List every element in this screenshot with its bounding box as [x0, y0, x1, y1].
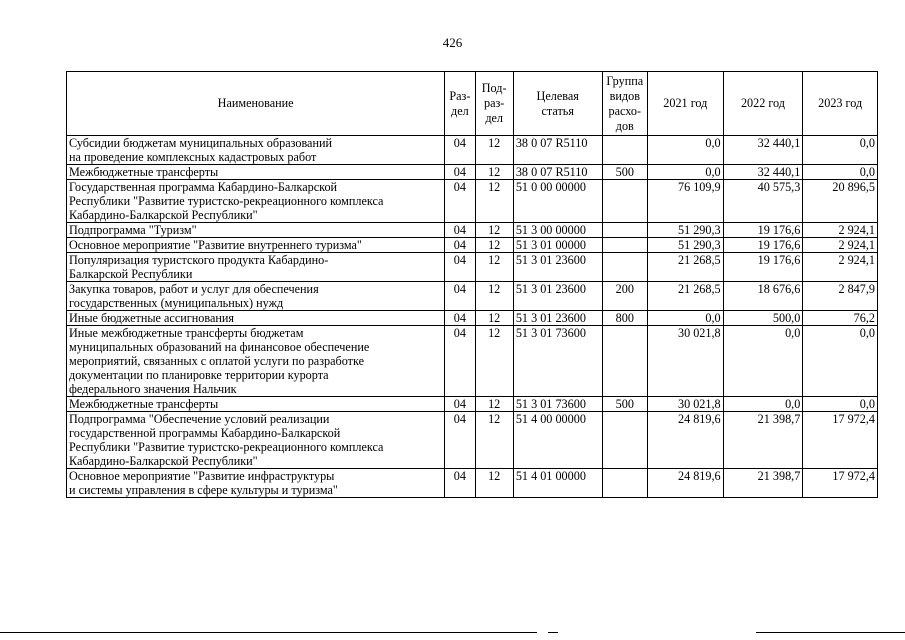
cell-name: Государственная программа Кабардино-Балкарской Республики "Развитие туристско-рекреационного комплекса Кабардино-Балкарской Республики" — [67, 180, 445, 223]
table-row — [67, 412, 878, 469]
cell-2021: 30 021,8 — [647, 397, 723, 412]
cell-2021: 30 021,8 — [647, 326, 723, 397]
cell-name: Закупка товаров, работ и услуг для обеспечения государственных (муниципальных) нужд — [67, 282, 445, 311]
header-gruppa: Группа видов расхо- дов — [602, 72, 647, 136]
table-row — [67, 469, 878, 498]
cell-celevaya: 51 3 01 73600 — [513, 397, 602, 412]
cell-gruppa — [602, 469, 647, 498]
cell-2021: 0,0 — [647, 165, 723, 180]
table-row — [67, 397, 878, 412]
cell-2023: 2 847,9 — [803, 282, 878, 311]
cell-2021: 51 290,3 — [647, 223, 723, 238]
cell-podrazdel: 12 — [475, 282, 513, 311]
cell-razdel: 04 — [445, 238, 475, 253]
cell-celevaya: 51 4 01 00000 — [513, 469, 602, 498]
cell-gruppa — [602, 136, 647, 165]
cell-2023: 2 924,1 — [803, 253, 878, 282]
cell-podrazdel: 12 — [475, 136, 513, 165]
cell-razdel: 04 — [445, 311, 475, 326]
cell-podrazdel: 12 — [475, 180, 513, 223]
table-row — [67, 282, 878, 311]
cell-celevaya: 51 0 00 00000 — [513, 180, 602, 223]
cell-razdel: 04 — [445, 326, 475, 397]
cell-2023: 2 924,1 — [803, 238, 878, 253]
cell-podrazdel: 12 — [475, 223, 513, 238]
cell-gruppa: 500 — [602, 397, 647, 412]
cell-celevaya: 51 3 01 23600 — [513, 311, 602, 326]
cell-celevaya: 38 0 07 R5110 — [513, 165, 602, 180]
cell-2023: 0,0 — [803, 326, 878, 397]
cell-2023: 0,0 — [803, 136, 878, 165]
cell-2022: 0,0 — [723, 326, 803, 397]
table-row — [67, 136, 878, 165]
cell-name: Подпрограмма "Обеспечение условий реализации государственной программы Кабардино-Балкарской Республики "Развитие туристско-рекреационного комплекса Кабардино-Балкарской Республики" — [67, 412, 445, 469]
cell-celevaya: 51 3 01 23600 — [513, 282, 602, 311]
table-header-row — [67, 72, 878, 136]
cell-name: Иные бюджетные ассигнования — [67, 311, 445, 326]
cell-gruppa: 800 — [602, 311, 647, 326]
cell-podrazdel: 12 — [475, 397, 513, 412]
cell-2022: 500,0 — [723, 311, 803, 326]
cell-gruppa — [602, 253, 647, 282]
header-razdel: Раз- дел — [445, 72, 475, 136]
cell-2021: 0,0 — [647, 136, 723, 165]
cell-2022: 18 676,6 — [723, 282, 803, 311]
cell-name: Основное мероприятие "Развитие внутреннего туризма" — [67, 238, 445, 253]
cell-razdel: 04 — [445, 223, 475, 238]
cell-2022: 32 440,1 — [723, 136, 803, 165]
cell-name: Подпрограмма "Туризм" — [67, 223, 445, 238]
cell-name: Межбюджетные трансферты — [67, 397, 445, 412]
cell-2021: 51 290,3 — [647, 238, 723, 253]
header-2022: 2022 год — [723, 72, 803, 136]
header-podrazdel: Под- раз- дел — [475, 72, 513, 136]
table-row — [67, 223, 878, 238]
cell-razdel: 04 — [445, 253, 475, 282]
cell-2023: 17 972,4 — [803, 412, 878, 469]
cell-gruppa — [602, 326, 647, 397]
footer-rule-right — [756, 632, 905, 633]
cell-razdel: 04 — [445, 180, 475, 223]
cell-razdel: 04 — [445, 282, 475, 311]
cell-razdel: 04 — [445, 397, 475, 412]
cell-2022: 0,0 — [723, 397, 803, 412]
cell-2021: 0,0 — [647, 311, 723, 326]
cell-2022: 32 440,1 — [723, 165, 803, 180]
cell-podrazdel: 12 — [475, 238, 513, 253]
cell-name: Основное мероприятие "Развитие инфраструктуры и системы управления в сфере культуры и туризма" — [67, 469, 445, 498]
cell-2021: 76 109,9 — [647, 180, 723, 223]
cell-razdel: 04 — [445, 412, 475, 469]
cell-2023: 20 896,5 — [803, 180, 878, 223]
cell-podrazdel: 12 — [475, 253, 513, 282]
cell-celevaya: 51 3 00 00000 — [513, 223, 602, 238]
cell-gruppa — [602, 223, 647, 238]
cell-gruppa: 200 — [602, 282, 647, 311]
cell-name: Популяризация туристского продукта Кабардино- Балкарской Республики — [67, 253, 445, 282]
footer-rule-mid — [548, 632, 558, 633]
cell-celevaya: 51 3 01 73600 — [513, 326, 602, 397]
cell-2021: 24 819,6 — [647, 469, 723, 498]
cell-podrazdel: 12 — [475, 326, 513, 397]
header-2021: 2021 год — [647, 72, 723, 136]
cell-celevaya: 51 3 01 23600 — [513, 253, 602, 282]
cell-podrazdel: 12 — [475, 165, 513, 180]
cell-2021: 21 268,5 — [647, 253, 723, 282]
cell-razdel: 04 — [445, 136, 475, 165]
cell-2022: 19 176,6 — [723, 238, 803, 253]
cell-2021: 24 819,6 — [647, 412, 723, 469]
cell-2023: 0,0 — [803, 165, 878, 180]
footer-rule-left — [0, 632, 537, 633]
cell-celevaya: 51 4 00 00000 — [513, 412, 602, 469]
cell-2021: 21 268,5 — [647, 282, 723, 311]
cell-celevaya: 38 0 07 R5110 — [513, 136, 602, 165]
cell-gruppa — [602, 180, 647, 223]
cell-2023: 0,0 — [803, 397, 878, 412]
page-number: 426 — [442, 35, 463, 50]
cell-gruppa — [602, 238, 647, 253]
table-row — [67, 253, 878, 282]
cell-2022: 40 575,3 — [723, 180, 803, 223]
cell-name: Иные межбюджетные трансферты бюджетам муниципальных образований на финансовое обеспечение мероприятий, связанных с оплатой услуги по разработке документации по планировке территории курорта федерального значения Нальчик — [67, 326, 445, 397]
cell-2023: 76,2 — [803, 311, 878, 326]
cell-2022: 19 176,6 — [723, 253, 803, 282]
table-row — [67, 326, 878, 397]
cell-name: Межбюджетные трансферты — [67, 165, 445, 180]
cell-gruppa — [602, 412, 647, 469]
table-row — [67, 180, 878, 223]
cell-celevaya: 51 3 01 00000 — [513, 238, 602, 253]
header-2023: 2023 год — [803, 72, 878, 136]
cell-gruppa: 500 — [602, 165, 647, 180]
cell-2023: 17 972,4 — [803, 469, 878, 498]
cell-2023: 2 924,1 — [803, 223, 878, 238]
header-name: Наименование — [67, 72, 445, 136]
table-row — [67, 165, 878, 180]
cell-name: Субсидии бюджетам муниципальных образований на проведение комплексных кадастровых работ — [67, 136, 445, 165]
table-row — [67, 311, 878, 326]
cell-2022: 21 398,7 — [723, 469, 803, 498]
header-celevaya: Целевая статья — [513, 72, 602, 136]
cell-2022: 19 176,6 — [723, 223, 803, 238]
cell-razdel: 04 — [445, 165, 475, 180]
budget-table — [66, 71, 878, 498]
table-row — [67, 238, 878, 253]
cell-podrazdel: 12 — [475, 469, 513, 498]
cell-podrazdel: 12 — [475, 311, 513, 326]
cell-2022: 21 398,7 — [723, 412, 803, 469]
cell-razdel: 04 — [445, 469, 475, 498]
cell-podrazdel: 12 — [475, 412, 513, 469]
